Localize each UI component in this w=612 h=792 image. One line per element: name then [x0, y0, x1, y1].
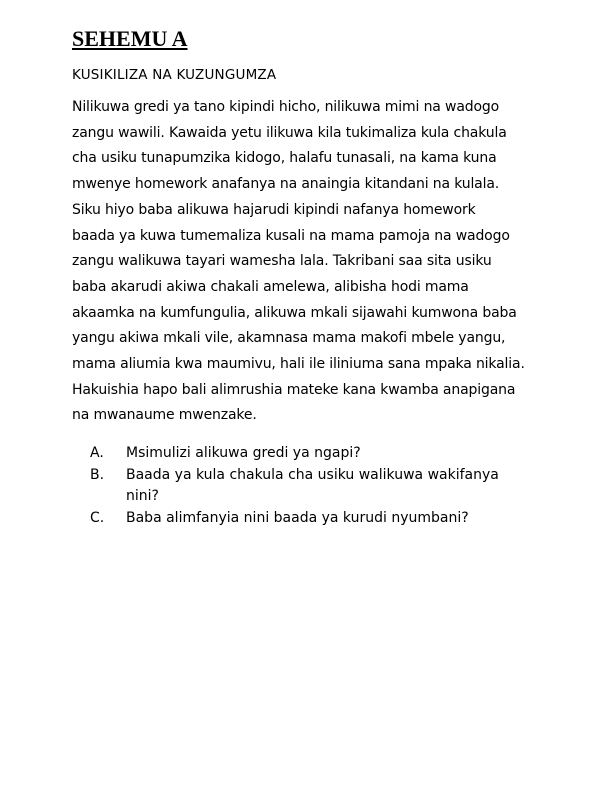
passage-line: Siku hiyo baba alikuwa hajarudi kipindi nafanya homework [72, 201, 476, 218]
question-text: Baba alimfanyia nini baada ya kurudi nyumbani? [126, 509, 469, 526]
document-page [72, 24, 542, 530]
question-list [72, 443, 542, 528]
question-item [72, 465, 542, 506]
passage-line: Hakuishia hapo bali alimrushia mateke kana kwamba anapigana [72, 381, 516, 398]
question-text: Msimulizi alikuwa gredi ya ngapi? [126, 445, 361, 462]
question-item [72, 508, 542, 529]
section-subtitle: KUSIKILIZA NA KUZUNGUMZA [72, 67, 277, 83]
question-marker: C. [90, 509, 105, 526]
passage-line: na mwanaume mwenzake. [72, 407, 257, 424]
question-marker: B. [90, 467, 105, 484]
question-item [72, 443, 542, 464]
passage-line: baada ya kuwa tumemaliza kusali na mama pamoja na wadogo [72, 227, 510, 244]
passage-line: cha usiku tunapumzika kidogo, halafu tunasali, na kama kuna [72, 150, 497, 167]
story-passage [72, 95, 542, 429]
question-marker: A. [90, 445, 104, 462]
passage-line: mwenye homework anafanya na anaingia kitandani na kulala. [72, 176, 500, 193]
passage-line: yangu akiwa mkali vile, akamnasa mama makofi mbele yangu, [72, 330, 506, 347]
passage-line: mama aliumia kwa maumivu, hali ile iliniuma sana mpaka nikalia. [72, 356, 525, 373]
passage-line: baba akarudi akiwa chakali amelewa, alibisha hodi mama [72, 278, 469, 295]
passage-line: zangu walikuwa tayari wamesha lala. Takribani saa sita usiku [72, 253, 492, 270]
passage-line: zangu wawili. Kawaida yetu ilikuwa kila tukimaliza kula chakula [72, 124, 507, 141]
question-text: Baada ya kula chakula cha usiku walikuwa wakifanya nini? [126, 467, 499, 504]
passage-line: akaamka na kumfungulia, alikuwa mkali sijawahi kumwona baba [72, 304, 517, 321]
section-title: SEHEMU A [72, 26, 188, 51]
passage-line: Nilikuwa gredi ya tano kipindi hicho, nilikuwa mimi na wadogo [72, 99, 500, 115]
